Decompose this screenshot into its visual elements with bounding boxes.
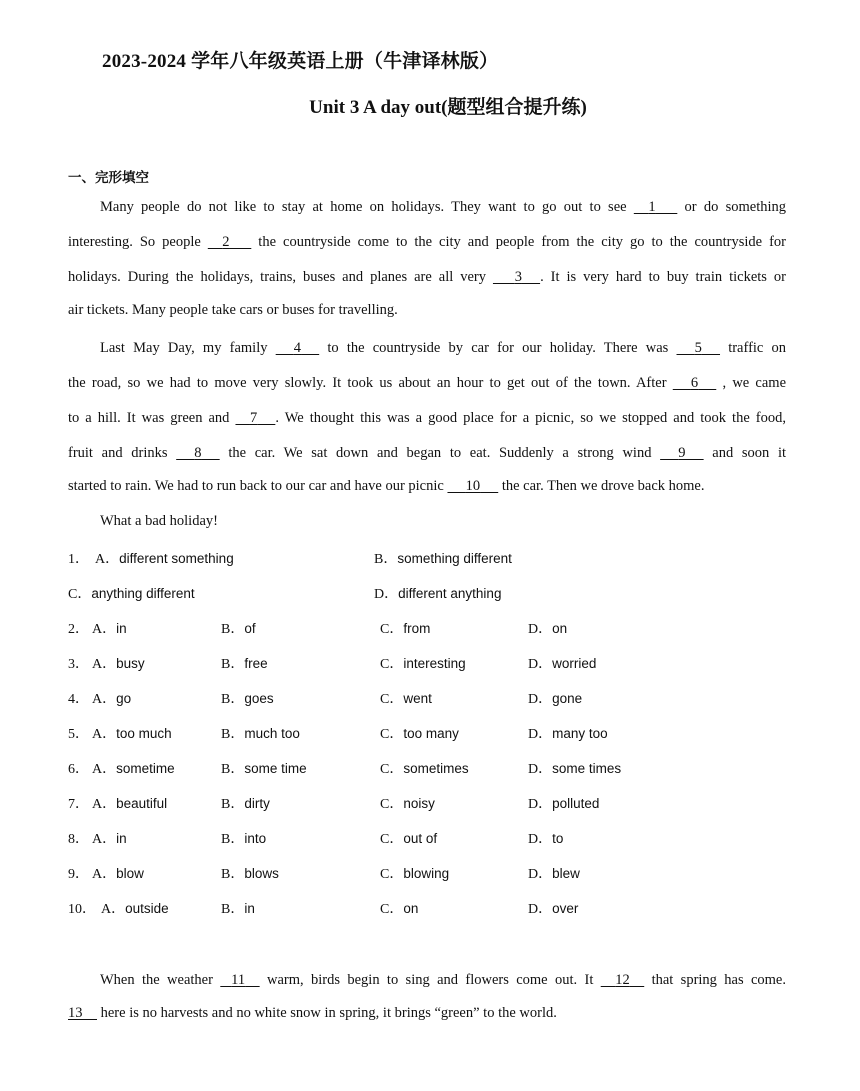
blank-10: 10	[465, 478, 481, 494]
option-1c[interactable]: C．anything different	[68, 586, 195, 602]
option-4c[interactable]: C．went	[380, 691, 432, 707]
option-10a[interactable]: A．outside	[101, 901, 169, 917]
option-1d[interactable]: D．different anything	[374, 586, 502, 602]
passage-line: Last May Day, my family 4 to the countryside by car for our holiday. There was 5 traffic on	[100, 340, 787, 356]
option-4a[interactable]: A．go	[92, 691, 132, 707]
document-subtitle: Unit 3 A day out(题型组合提升练)	[309, 97, 587, 118]
blank-11: 11	[231, 972, 246, 988]
blank-7: 7	[249, 410, 258, 426]
passage-line: 13 here is no harvests and no white snow in spring, it brings “green” to the world.	[68, 1005, 557, 1021]
blank-4: 4	[293, 340, 302, 356]
question-number: 1．	[68, 552, 89, 567]
option-3d[interactable]: D．worried	[528, 656, 597, 672]
question-number: 3．	[68, 657, 89, 672]
option-6b[interactable]: B．some time	[221, 761, 307, 777]
passage-line: the road, so we had to move very slowly. It took us about an hour to get out of the town. After 6 , we came	[68, 375, 787, 391]
option-8a[interactable]: A．in	[92, 831, 127, 847]
blank-9: 9	[678, 445, 686, 461]
blank-5: 5	[694, 340, 702, 356]
option-6d[interactable]: D．some times	[528, 761, 622, 777]
question-number: 8．	[68, 832, 89, 847]
option-7c[interactable]: C．noisy	[380, 796, 435, 812]
option-8d[interactable]: D．to	[528, 831, 564, 847]
question-number: 7．	[68, 797, 89, 812]
document-title: 2023-2024 学年八年级英语上册（牛津译林版）	[102, 51, 499, 72]
option-1a[interactable]: A．different something	[95, 551, 234, 567]
option-5c[interactable]: C．too many	[380, 726, 459, 742]
option-10d[interactable]: D．over	[528, 901, 579, 917]
section-heading: 一、完形填空	[68, 170, 149, 186]
option-4d[interactable]: D．gone	[528, 691, 583, 707]
passage-line: Many people do not like to stay at home on holidays. They want to go out to see 1 or do something	[100, 199, 787, 215]
option-7a[interactable]: A．beautiful	[92, 796, 168, 812]
passage-line: started to rain. We had to run back to our car and have our picnic 10 the car. Then we drove back home.	[68, 478, 705, 494]
passage-line: holidays. During the holidays, trains, buses and planes are all very 3 . It is very hard to buy train tickets or	[68, 269, 786, 285]
passage-line: When the weather 11 warm, birds begin to sing and flowers come out. It 12 that spring has come.	[100, 972, 786, 988]
option-10b[interactable]: B．in	[221, 901, 255, 917]
blank-13: 13	[68, 1005, 83, 1021]
option-9a[interactable]: A．blow	[92, 866, 144, 882]
blank-6: 6	[690, 375, 699, 391]
option-3c[interactable]: C．interesting	[380, 656, 466, 672]
blank-8: 8	[194, 445, 202, 461]
passage-line: fruit and drinks 8 the car. We sat down and began to eat. Suddenly a strong wind 9 and soon it	[68, 445, 787, 461]
option-6a[interactable]: A．sometime	[92, 761, 175, 777]
option-3a[interactable]: A．busy	[92, 656, 145, 672]
option-9c[interactable]: C．blowing	[380, 866, 450, 882]
passage-line: interesting. So people 2 the countryside come to the city and people from the city go to the countryside for	[68, 234, 787, 250]
option-3b[interactable]: B．free	[221, 656, 268, 672]
option-7b[interactable]: B．dirty	[221, 796, 270, 812]
blank-12: 12	[615, 972, 630, 988]
blank-3: 3	[514, 269, 522, 285]
option-1b[interactable]: B．something different	[374, 551, 512, 567]
passage-line: to a hill. It was green and 7 . We thought this was a good place for a picnic, so we stopped and took the food,	[68, 410, 787, 426]
question-number: 10．	[68, 902, 96, 917]
option-2b[interactable]: B．of	[221, 621, 256, 637]
question-number: 2．	[68, 622, 89, 637]
blank-1: 1	[648, 199, 656, 215]
question-number: 5．	[68, 727, 89, 742]
passage-line: air tickets. Many people take cars or buses for travelling.	[68, 302, 398, 318]
option-6c[interactable]: C．sometimes	[380, 761, 469, 777]
option-9b[interactable]: B．blows	[221, 866, 279, 882]
option-7d[interactable]: D．polluted	[528, 796, 600, 812]
question-number: 6．	[68, 762, 89, 777]
option-2a[interactable]: A．in	[92, 621, 127, 637]
passage-line: What a bad holiday!	[100, 513, 218, 529]
question-number: 4．	[68, 692, 89, 707]
question-number: 9．	[68, 867, 89, 882]
option-8c[interactable]: C．out of	[380, 831, 438, 847]
option-5d[interactable]: D．many too	[528, 726, 608, 742]
option-5b[interactable]: B．much too	[221, 726, 300, 742]
option-2c[interactable]: C．from	[380, 621, 431, 637]
option-4b[interactable]: B．goes	[221, 691, 274, 707]
option-2d[interactable]: D．on	[528, 621, 568, 637]
option-5a[interactable]: A．too much	[92, 726, 172, 742]
option-8b[interactable]: B．into	[221, 831, 267, 847]
option-10c[interactable]: C．on	[380, 901, 419, 917]
blank-2: 2	[222, 234, 230, 250]
option-9d[interactable]: D．blew	[528, 866, 580, 882]
